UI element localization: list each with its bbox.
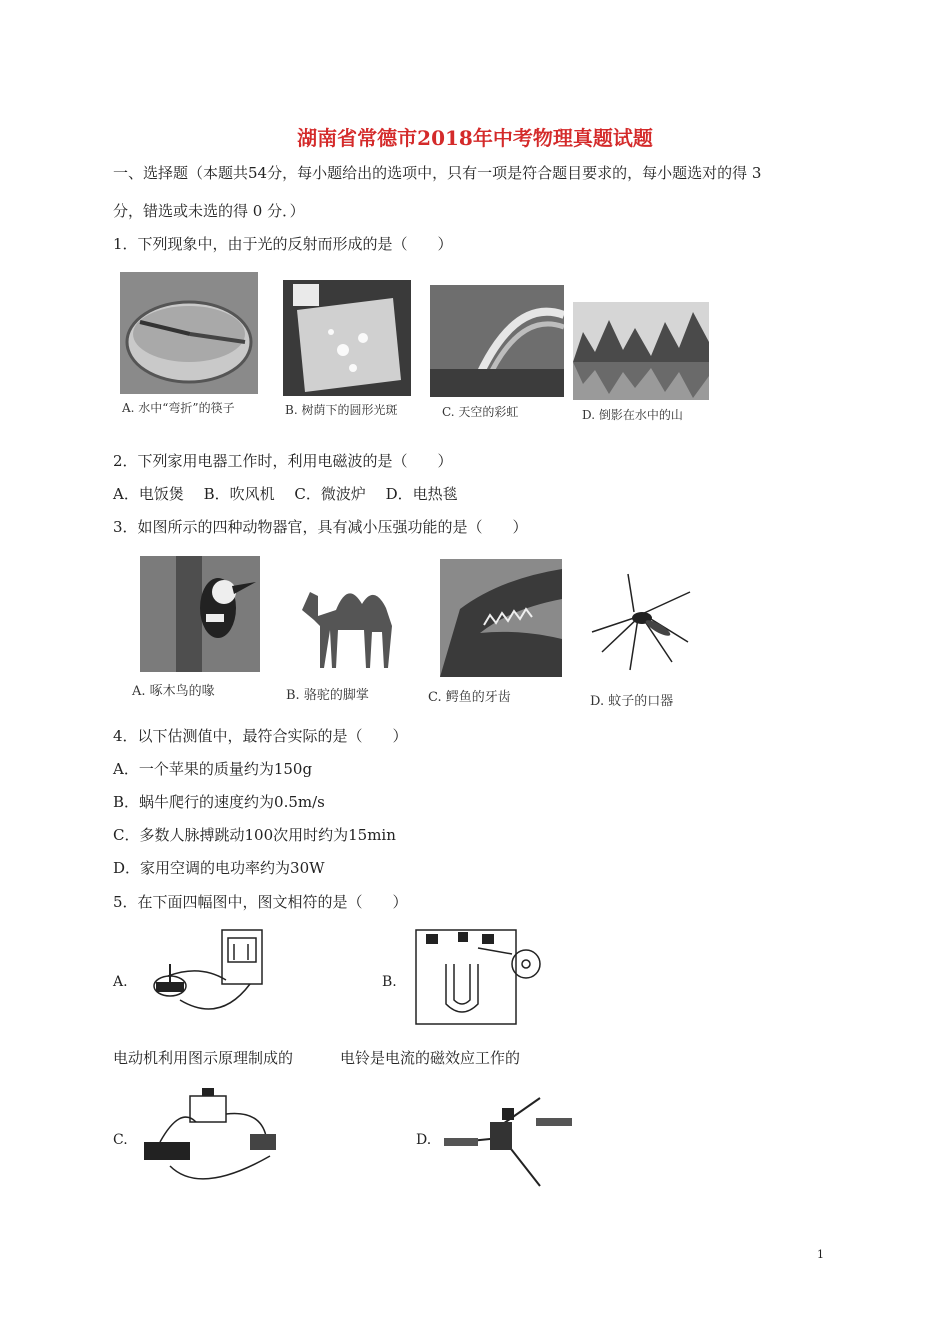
q3-option-c: C. 鳄鱼的牙齿	[428, 690, 511, 705]
q4-option-a: A．一个苹果的质量约为150g	[113, 760, 313, 778]
q3-option-b: B. 骆驼的脚掌	[286, 688, 369, 703]
q1-option-a: A. 水中“弯折”的筷子	[122, 401, 235, 415]
section-header-line2: 分，错选或未选的得 0 分．）	[113, 202, 305, 220]
q1-image-b-light-spots	[283, 280, 411, 396]
page-title: 湖南省常德市2018年中考物理真题试题	[297, 126, 653, 150]
section-header-line1: 一、选择题（本题共54分，每小题给出的选项中，只有一项是符合题目要求的，每小题选对的得 3	[113, 164, 762, 182]
q5-label-c: C.	[113, 1132, 128, 1148]
q5-image-d-electromagnet	[440, 1090, 580, 1190]
q4-option-b: B．蜗牛爬行的速度约为0.5m/s	[113, 793, 325, 811]
q3-image-a-woodpecker	[140, 556, 260, 672]
q3-option-d: D. 蚊子的口器	[590, 694, 674, 709]
q2-stem: 2．下列家用电器工作时，利用电磁波的是（ ）	[113, 452, 453, 470]
q1-image-c-rainbow	[430, 285, 564, 397]
q5-image-b-bell-circuit	[402, 924, 550, 1028]
q5-image-a-circuit	[140, 924, 270, 1024]
q5-label-d: D.	[416, 1132, 432, 1148]
page-number: 1	[817, 1248, 824, 1261]
q1-stem: 1．下列现象中，由于光的反射而形成的是（ ）	[113, 235, 453, 253]
q3-option-a: A. 啄木鸟的喙	[132, 684, 215, 699]
q5-stem: 5．在下面四幅图中，图文相符的是（ ）	[113, 893, 408, 911]
q2-options: A．电饭煲 B．吹风机 C．微波炉 D．电热毯	[113, 485, 458, 503]
q5-caption-a: 电动机利用图示原理制成的	[113, 1049, 294, 1067]
q3-image-d-mosquito	[582, 572, 698, 672]
q3-image-c-crocodile	[440, 559, 562, 677]
q4-option-c: C．多数人脉搏跳动100次用时约为15min	[113, 826, 396, 844]
q5-label-b: B.	[382, 974, 397, 990]
q4-option-d: D．家用空调的电功率约为30W	[113, 859, 325, 877]
q1-option-d: D. 倒影在水中的山	[582, 408, 683, 422]
q5-caption-b: 电铃是电流的磁效应工作的	[340, 1049, 521, 1067]
q3-image-b-camel	[288, 570, 412, 674]
q1-image-d-mountain-reflection	[573, 302, 709, 400]
q5-label-a: A.	[113, 974, 128, 990]
q5-image-c-generator	[140, 1086, 290, 1190]
q1-option-c: C. 天空的彩虹	[442, 405, 519, 419]
q1-option-b: B. 树荫下的圆形光斑	[285, 403, 398, 417]
q1-image-a-chopsticks	[120, 272, 258, 394]
q4-stem: 4．以下估测值中，最符合实际的是（ ）	[113, 727, 408, 745]
q3-stem: 3．如图所示的四种动物器官，具有减小压强功能的是（ ）	[113, 518, 528, 536]
